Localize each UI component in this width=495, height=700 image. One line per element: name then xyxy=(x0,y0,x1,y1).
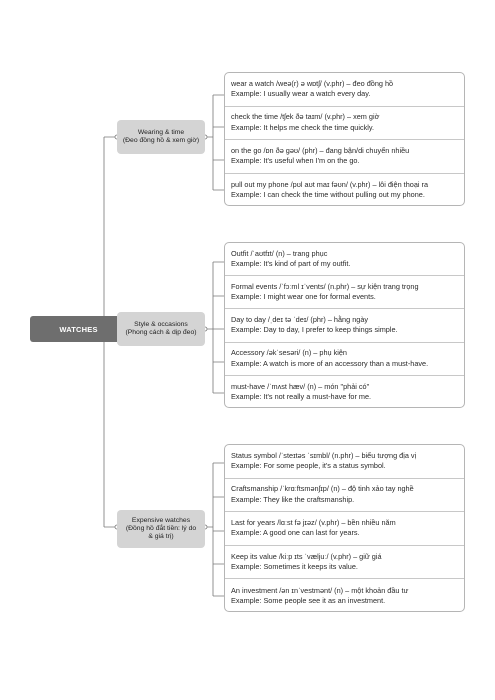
vocab-term: Formal events /ˈfɔːml ɪˈvents/ (n.phr) – sự kiện trang trọng xyxy=(231,281,419,291)
vocab-term: check the time /tʃek ðə taɪm/ (v.phr) – xem giờ xyxy=(231,112,380,122)
vocab-term: Last for years /lɑːst fə jɪəz/ (v.phr) – bền nhiều năm xyxy=(231,517,396,527)
vocab-item xyxy=(225,73,464,107)
vocab-term: An investment /ən ɪnˈvestmənt/ (n) – một khoản đầu tư xyxy=(231,585,409,595)
vocab-example: Example: I can check the time without pulling out my phone. xyxy=(231,190,425,200)
branch-2-connector xyxy=(205,262,224,393)
vocab-item xyxy=(225,174,464,208)
vocab-group-wearing-time xyxy=(224,72,465,206)
vocab-example: Example: It's not really a must-have for me. xyxy=(231,392,372,402)
branch-title: Expensive watches xyxy=(131,516,191,524)
branch-1-connector xyxy=(205,95,224,190)
vocab-example: Example: It's kind of part of my outfit. xyxy=(231,259,351,269)
vocab-term: Outfit /ˈaʊtfɪt/ (n) – trang phục xyxy=(231,248,328,258)
branch-3-connector xyxy=(205,463,224,596)
vocab-example: Example: A watch is more of an accessory than a must-have. xyxy=(231,358,429,368)
vocab-term: Accessory /əkˈsesəri/ (n) – phụ kiện xyxy=(231,348,347,358)
branch-title: Wearing & time xyxy=(137,128,185,136)
vocab-example: Example: It's useful when I'm on the go. xyxy=(231,156,360,166)
vocab-item xyxy=(225,140,464,174)
branch-wearing-time xyxy=(117,120,205,154)
vocab-example: Example: Day to day, I prefer to keep things simple. xyxy=(231,325,398,335)
vocab-item xyxy=(225,309,464,342)
vocab-item xyxy=(225,376,464,409)
vocab-term: Status symbol /ˈsteɪtəs ˈsɪmbl/ (n.phr) – biểu tượng địa vị xyxy=(231,450,417,460)
vocab-group-expensive-watches xyxy=(224,444,465,612)
vocab-term: on the go /ɒn ðə ɡəʊ/ (phr) – đang bận/di chuyển nhiều xyxy=(231,145,410,155)
branch-subtitle: (Đồng hồ đắt tiền: lý do & giá trị) xyxy=(125,524,197,541)
vocab-item xyxy=(225,579,464,613)
branch-expensive-watches xyxy=(117,510,205,548)
vocab-example: Example: They like the craftsmanship. xyxy=(231,494,355,504)
vocab-group-style-occasions xyxy=(224,242,465,408)
vocab-item xyxy=(225,546,464,580)
branch-style-occasions xyxy=(117,312,205,346)
vocab-item xyxy=(225,512,464,546)
vocab-example: Example: Sometimes it keeps its value. xyxy=(231,562,358,572)
vocab-item xyxy=(225,107,464,141)
vocab-example: Example: For some people, it's a status symbol. xyxy=(231,461,386,471)
root-label: WATCHES xyxy=(59,324,98,334)
vocab-item xyxy=(225,276,464,309)
vocab-example: Example: I usually wear a watch every day. xyxy=(231,89,371,99)
vocab-term: pull out my phone /pʊl aʊt maɪ fəʊn/ (v.phr) – lôi điện thoại ra xyxy=(231,179,429,189)
branch-title: Style & occasions xyxy=(134,320,188,328)
vocab-example: Example: A good one can last for years. xyxy=(231,528,360,538)
vocab-example: Example: It helps me check the time quickly. xyxy=(231,122,375,132)
vocab-term: wear a watch /weə(r) ə wɒtʃ/ (v.phr) – đeo đồng hồ xyxy=(231,78,394,88)
vocab-term: Craftsmanship /ˈkrɑːftsmənʃɪp/ (n) – độ tinh xảo tay nghề xyxy=(231,484,414,494)
branch-subtitle: (Phong cách & dịp đeo) xyxy=(125,329,197,336)
vocab-example: Example: Some people see it as an investment. xyxy=(231,596,386,606)
vocab-item xyxy=(225,479,464,513)
vocab-item xyxy=(225,243,464,276)
vocab-term: must-have /ˈmʌst hæv/ (n) – món "phải có" xyxy=(231,381,370,391)
vocab-term: Keep its value /kiːp ɪts ˈvæljuː/ (v.phr) – giữ giá xyxy=(231,551,382,561)
branch-subtitle: (Đeo đồng hồ & xem giờ) xyxy=(122,137,200,144)
vocab-item xyxy=(225,445,464,479)
vocab-item xyxy=(225,343,464,376)
root-node xyxy=(30,316,127,342)
vocab-example: Example: I might wear one for formal events. xyxy=(231,292,376,302)
vocab-term: Day to day /ˌdeɪ tə ˈdeɪ/ (phr) – hằng ngày xyxy=(231,314,369,324)
